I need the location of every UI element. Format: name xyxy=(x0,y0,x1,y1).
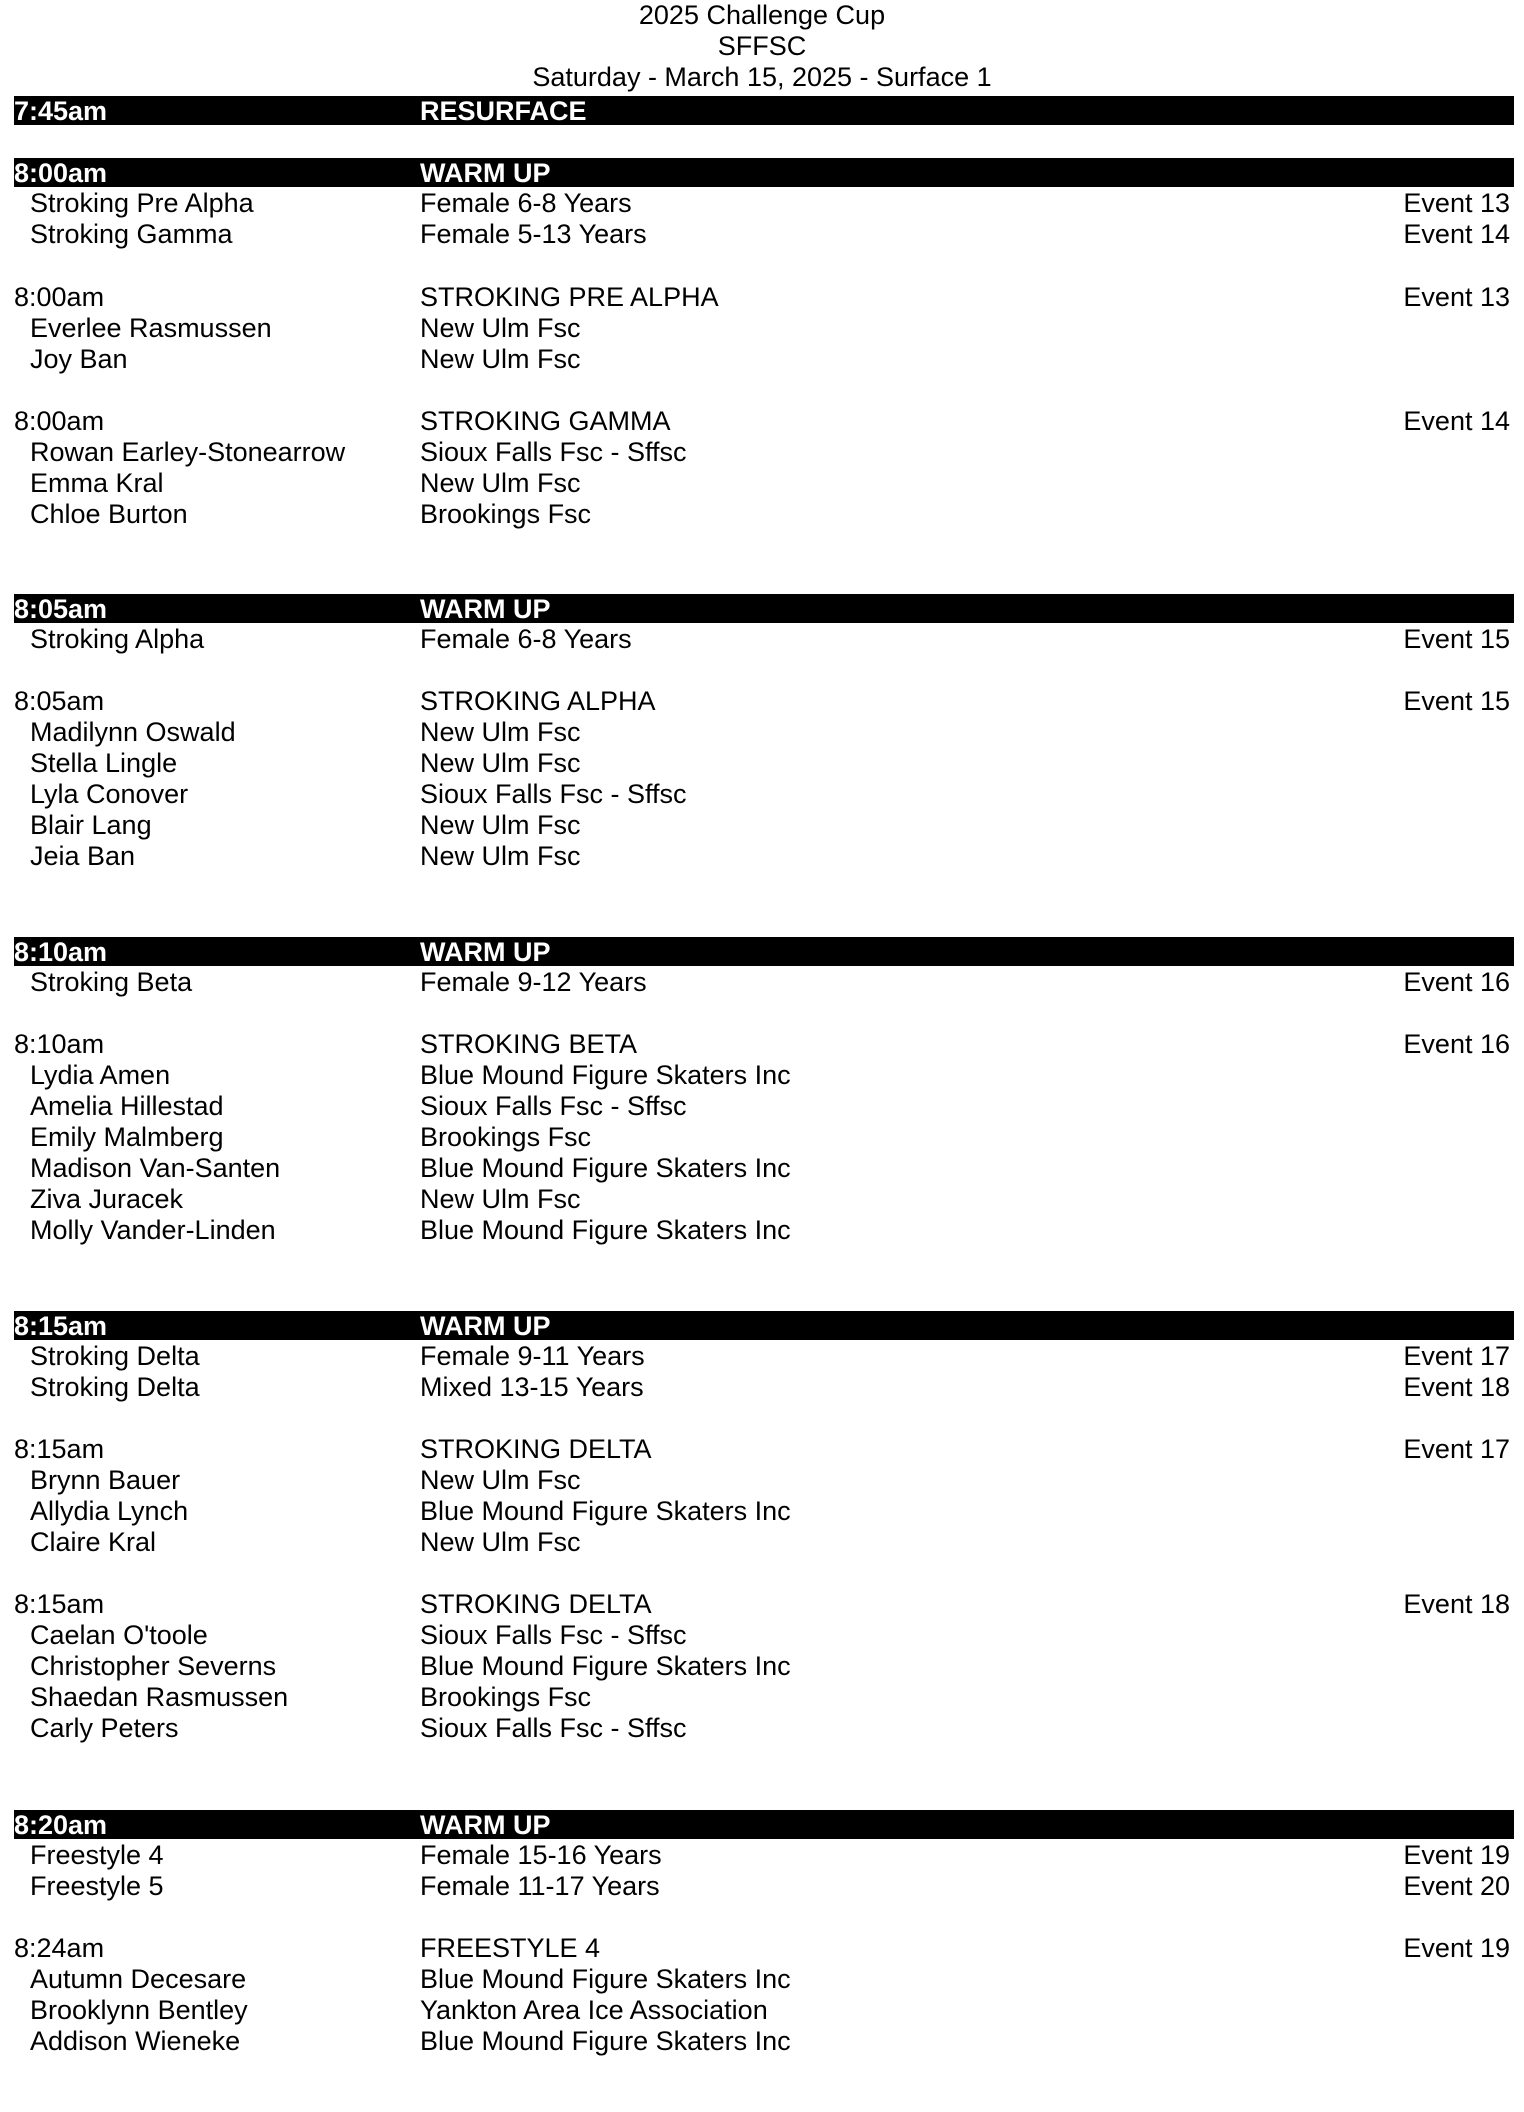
skater-club: Blue Mound Figure Skaters Inc xyxy=(420,1215,791,1245)
event-division: Female 9-11 Years xyxy=(420,1341,645,1371)
skater-club: Sioux Falls Fsc - Sffsc xyxy=(420,779,687,809)
event-category: Stroking Gamma xyxy=(30,219,233,249)
event-header-row xyxy=(0,686,1524,717)
skater-row xyxy=(0,1215,1524,1246)
event-number: Event 15 xyxy=(1403,624,1510,654)
event-number: Event 16 xyxy=(1403,967,1510,997)
skater-row xyxy=(0,1153,1524,1184)
event-title: STROKING DELTA xyxy=(420,1434,652,1464)
skater-club: Sioux Falls Fsc - Sffsc xyxy=(420,1091,687,1121)
event-number: Event 18 xyxy=(1403,1589,1510,1619)
skater-club: Sioux Falls Fsc - Sffsc xyxy=(420,1713,687,1743)
skater-row xyxy=(0,1496,1524,1527)
skater-name: Lyla Conover xyxy=(30,779,189,809)
event-number: Event 13 xyxy=(1403,188,1510,218)
warmup-detail-row xyxy=(0,624,1524,655)
warmup-detail-row xyxy=(0,219,1524,250)
event-time: 8:10am xyxy=(14,1029,105,1059)
skater-club: Blue Mound Figure Skaters Inc xyxy=(420,2026,791,2056)
skater-club: Yankton Area Ice Association xyxy=(420,1995,768,2025)
skater-row xyxy=(0,499,1524,530)
skater-row xyxy=(0,1995,1524,2026)
event-number: Event 20 xyxy=(1403,1871,1510,1901)
event-number: Event 14 xyxy=(1403,406,1510,436)
event-time: 8:00am xyxy=(14,282,105,312)
event-number: Event 18 xyxy=(1403,1372,1510,1402)
event-category: Freestyle 4 xyxy=(30,1840,164,1870)
skater-club: New Ulm Fsc xyxy=(420,748,581,778)
event-division: Female 9-12 Years xyxy=(420,967,647,997)
event-category: Stroking Beta xyxy=(30,967,193,997)
event-category: Stroking Delta xyxy=(30,1372,200,1402)
skater-row xyxy=(0,1091,1524,1122)
warmup-detail-row xyxy=(0,967,1524,998)
skater-name: Blair Lang xyxy=(30,810,152,840)
skater-row xyxy=(0,2026,1524,2057)
event-division: Female 6-8 Years xyxy=(420,188,632,218)
skater-row xyxy=(0,1527,1524,1558)
document-title: 2025 Challenge Cup xyxy=(638,0,886,30)
skater-name: Autumn Decesare xyxy=(30,1964,247,1994)
skater-club: Blue Mound Figure Skaters Inc xyxy=(420,1651,791,1681)
event-title: STROKING DELTA xyxy=(420,1589,652,1619)
skater-club: Blue Mound Figure Skaters Inc xyxy=(420,1496,791,1526)
warmup-detail-row xyxy=(0,1871,1524,1902)
skater-name: Claire Kral xyxy=(30,1527,157,1557)
skater-row xyxy=(0,717,1524,748)
warmup-bar xyxy=(14,937,1514,966)
session-label: WARM UP xyxy=(420,937,551,967)
skater-club: Blue Mound Figure Skaters Inc xyxy=(420,1153,791,1183)
skater-name: Madison Van-Santen xyxy=(30,1153,281,1183)
session-time: 8:15am xyxy=(14,1311,108,1341)
event-time: 8:24am xyxy=(14,1933,105,1963)
skater-name: Joy Ban xyxy=(30,344,128,374)
club-name: SFFSC xyxy=(717,31,807,61)
event-division: Mixed 13-15 Years xyxy=(420,1372,644,1402)
skater-name: Shaedan Rasmussen xyxy=(30,1682,289,1712)
event-title: STROKING PRE ALPHA xyxy=(420,282,719,312)
skater-name: Amelia Hillestad xyxy=(30,1091,224,1121)
skater-name: Caelan O'toole xyxy=(30,1620,208,1650)
event-time: 8:15am xyxy=(14,1589,105,1619)
skater-name: Ziva Juracek xyxy=(30,1184,184,1214)
event-division: Female 6-8 Years xyxy=(420,624,632,654)
event-number: Event 16 xyxy=(1403,1029,1510,1059)
event-division: Female 15-16 Years xyxy=(420,1840,662,1870)
event-title: FREESTYLE 4 xyxy=(420,1933,601,1963)
skater-row xyxy=(0,1651,1524,1682)
skater-club: New Ulm Fsc xyxy=(420,1184,581,1214)
skater-club: Blue Mound Figure Skaters Inc xyxy=(420,1964,791,1994)
event-title: STROKING BETA xyxy=(420,1029,638,1059)
session-time: 8:05am xyxy=(14,594,108,624)
skater-row xyxy=(0,841,1524,872)
event-title: STROKING ALPHA xyxy=(420,686,656,716)
skater-row xyxy=(0,1465,1524,1496)
skater-club: New Ulm Fsc xyxy=(420,1465,581,1495)
session-label: WARM UP xyxy=(420,1311,551,1341)
event-time: 8:05am xyxy=(14,686,105,716)
skater-name: Emma Kral xyxy=(30,468,164,498)
session-time: 7:45am xyxy=(14,96,108,126)
skater-row xyxy=(0,344,1524,375)
event-number: Event 19 xyxy=(1403,1840,1510,1870)
skater-row xyxy=(0,437,1524,468)
warmup-detail-row xyxy=(0,1840,1524,1871)
event-time: 8:00am xyxy=(14,406,105,436)
skater-name: Molly Vander-Linden xyxy=(30,1215,276,1245)
warmup-bar xyxy=(14,1311,1514,1340)
skater-club: New Ulm Fsc xyxy=(420,810,581,840)
skater-club: New Ulm Fsc xyxy=(420,344,581,374)
skater-row xyxy=(0,468,1524,499)
skater-name: Stella Lingle xyxy=(30,748,178,778)
skater-row xyxy=(0,1122,1524,1153)
skater-name: Carly Peters xyxy=(30,1713,179,1743)
session-label: WARM UP xyxy=(420,594,551,624)
warmup-bar xyxy=(14,594,1514,623)
skater-row xyxy=(0,1682,1524,1713)
session-time: 8:10am xyxy=(14,937,108,967)
resurface-bar xyxy=(14,96,1514,125)
skater-club: New Ulm Fsc xyxy=(420,717,581,747)
event-header-row xyxy=(0,1933,1524,1964)
skater-club: New Ulm Fsc xyxy=(420,841,581,871)
skater-row xyxy=(0,748,1524,779)
warmup-bar xyxy=(14,158,1514,187)
event-number: Event 19 xyxy=(1403,1933,1510,1963)
skater-row xyxy=(0,1060,1524,1091)
skater-name: Addison Wieneke xyxy=(30,2026,241,2056)
skater-club: New Ulm Fsc xyxy=(420,313,581,343)
warmup-bar xyxy=(14,1810,1514,1839)
event-number: Event 15 xyxy=(1403,686,1510,716)
event-time: 8:15am xyxy=(14,1434,105,1464)
skater-row xyxy=(0,1620,1524,1651)
session-time: 8:20am xyxy=(14,1810,108,1840)
event-category: Stroking Alpha xyxy=(30,624,205,654)
warmup-detail-row xyxy=(0,188,1524,219)
skater-name: Brooklynn Bentley xyxy=(30,1995,248,2025)
skater-row xyxy=(0,1184,1524,1215)
skater-name: Lydia Amen xyxy=(30,1060,171,1090)
event-header-row xyxy=(0,406,1524,437)
skater-row xyxy=(0,779,1524,810)
session-label: RESURFACE xyxy=(420,96,587,126)
skater-name: Brynn Bauer xyxy=(30,1465,181,1495)
event-number: Event 17 xyxy=(1403,1434,1510,1464)
event-category: Freestyle 5 xyxy=(30,1871,164,1901)
skater-club: Brookings Fsc xyxy=(420,1682,592,1712)
skater-name: Emily Malmberg xyxy=(30,1122,224,1152)
skater-club: New Ulm Fsc xyxy=(420,468,581,498)
skater-club: Sioux Falls Fsc - Sffsc xyxy=(420,437,687,467)
skater-club: Blue Mound Figure Skaters Inc xyxy=(420,1060,791,1090)
event-division: Female 5-13 Years xyxy=(420,219,647,249)
event-header-row xyxy=(0,1589,1524,1620)
session-time: 8:00am xyxy=(14,158,108,188)
event-category: Stroking Pre Alpha xyxy=(30,188,254,218)
skater-name: Everlee Rasmussen xyxy=(30,313,272,343)
warmup-detail-row xyxy=(0,1341,1524,1372)
skater-club: Sioux Falls Fsc - Sffsc xyxy=(420,1620,687,1650)
skater-name: Christopher Severns xyxy=(30,1651,277,1681)
event-number: Event 14 xyxy=(1403,219,1510,249)
event-header-row xyxy=(0,282,1524,313)
skater-club: Brookings Fsc xyxy=(420,499,592,529)
skater-row xyxy=(0,313,1524,344)
event-header-row xyxy=(0,1029,1524,1060)
skater-name: Rowan Earley-Stonearrow xyxy=(30,437,346,467)
event-category: Stroking Delta xyxy=(30,1341,200,1371)
skater-club: Brookings Fsc xyxy=(420,1122,592,1152)
warmup-detail-row xyxy=(0,1372,1524,1403)
session-label: WARM UP xyxy=(420,158,551,188)
skater-name: Jeia Ban xyxy=(30,841,136,871)
skater-row xyxy=(0,1713,1524,1744)
event-header-row xyxy=(0,1434,1524,1465)
event-number: Event 13 xyxy=(1403,282,1510,312)
skater-row xyxy=(0,810,1524,841)
date-surface-line: Saturday - March 15, 2025 - Surface 1 xyxy=(532,62,992,92)
skater-row xyxy=(0,1964,1524,1995)
skater-name: Madilynn Oswald xyxy=(30,717,236,747)
event-division: Female 11-17 Years xyxy=(420,1871,660,1901)
skater-club: New Ulm Fsc xyxy=(420,1527,581,1557)
event-title: STROKING GAMMA xyxy=(420,406,671,436)
session-label: WARM UP xyxy=(420,1810,551,1840)
skater-name: Chloe Burton xyxy=(30,499,188,529)
skater-name: Allydia Lynch xyxy=(30,1496,189,1526)
event-number: Event 17 xyxy=(1403,1341,1510,1371)
